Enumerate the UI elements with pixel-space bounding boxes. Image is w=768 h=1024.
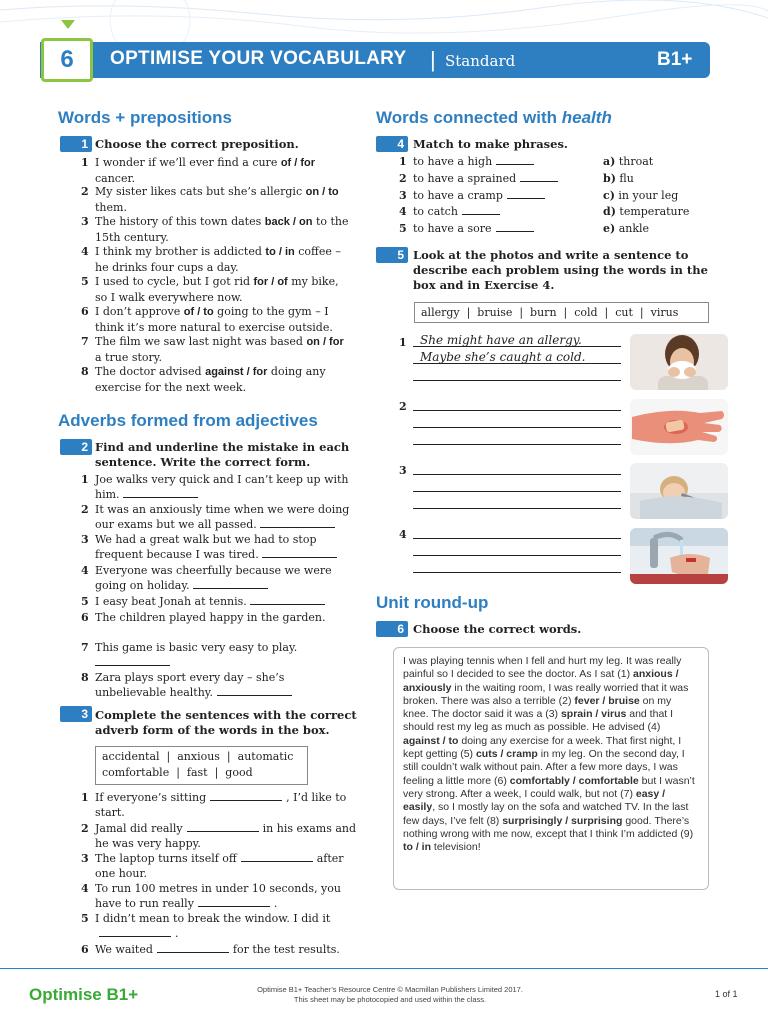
item-number: 8	[81, 671, 89, 684]
story-text: doing any exercise for a week. That first night, I kept getting	[403, 734, 682, 761]
list-item	[81, 610, 355, 625]
story-text: (6)	[494, 774, 510, 787]
item-number: 3	[399, 188, 407, 202]
item-text-before: I used to cycle, but I got rid	[95, 275, 254, 288]
footer-copyright-line-2: This sheet may be photocopied and used within the class.	[293, 995, 487, 1004]
footer-copyright	[220, 985, 560, 1005]
writing-line	[413, 427, 621, 428]
match-option	[603, 171, 713, 186]
story-text: but I wasn’t very strong. After a week, I could walk, but not	[403, 774, 695, 800]
item-text-before: I didn’t mean to break the window. I did it	[95, 912, 331, 925]
item-number: 1	[399, 155, 407, 168]
item-number: 3	[81, 533, 89, 546]
item-text-after: going to the gym – I think it’s more natural to exercise outside.	[95, 305, 333, 334]
answer-blank	[187, 821, 259, 832]
example-answer-line-1: She might have an allergy.	[420, 333, 582, 347]
item-number: 4	[81, 882, 89, 895]
story-option: surprisingly / surprising	[502, 814, 623, 827]
photo-burned-hand	[630, 399, 728, 455]
exercise-number-2: 2	[60, 439, 92, 455]
item-text-before: Jamal did really	[95, 822, 183, 835]
answer-blank	[520, 171, 558, 182]
page-title: OPTIMISE YOUR VOCABULARY	[110, 48, 407, 69]
item-text-before: The film we saw last night was based	[95, 335, 307, 348]
match-option	[603, 221, 713, 236]
title-separator: |	[430, 47, 436, 72]
example-answer-line-2: Maybe she’s caught a cold.	[420, 350, 586, 364]
answer-blank	[507, 188, 545, 199]
page-number: 1 of 1	[715, 989, 738, 999]
item-options: to / in	[265, 246, 295, 258]
writing-line	[413, 444, 621, 445]
list-item	[81, 532, 355, 562]
item-text-before: The doctor advised	[95, 365, 206, 378]
story-option: fever / bruise	[574, 694, 640, 707]
writing-line	[413, 555, 621, 556]
item-options: for / of	[253, 276, 288, 288]
story-text: (2)	[558, 694, 575, 707]
list-item	[81, 364, 353, 395]
item-number: 5	[81, 912, 89, 925]
item-number: 6	[81, 943, 89, 956]
answer-blank	[210, 790, 282, 801]
item-number: 5	[81, 595, 89, 608]
story-text: television!	[431, 841, 481, 854]
match-letter: b)	[603, 171, 616, 185]
list-item	[81, 594, 355, 609]
item-text-before: If everyone’s sitting	[95, 791, 207, 804]
writing-line	[413, 410, 621, 411]
item-number: 2	[81, 822, 89, 835]
item-text-after: , I’d like to start.	[95, 791, 347, 819]
writing-line	[413, 491, 621, 492]
answer-blank	[462, 204, 500, 215]
item-number: 1	[81, 156, 89, 169]
item-text: to catch	[413, 205, 458, 219]
photo-cut-hand-tap	[630, 528, 728, 584]
item-number: 7	[81, 335, 89, 348]
item-text-after: cancer.	[95, 172, 136, 185]
item-text-after: my bike, so I walk everywhere now.	[95, 275, 339, 304]
item-text: to have a sore	[413, 222, 492, 236]
story-text: (4)	[647, 721, 661, 734]
answer-blank	[123, 487, 198, 498]
item-options: on / for	[306, 336, 344, 348]
item-number: 7	[81, 641, 89, 654]
footer-copyright-line-1: Optimise B1+ Teacher’s Resource Centre © Macmillan Publishers Limited 2017.	[257, 985, 523, 994]
story-text: (1)	[617, 668, 633, 681]
story-option: cuts / cramp	[475, 748, 538, 761]
match-option	[603, 154, 713, 169]
answer-blank	[95, 655, 170, 666]
list-item	[81, 670, 355, 700]
exercise-1-instruction: Choose the correct preposition.	[95, 137, 299, 151]
item-text-before: I wonder if we’ll ever find a cure	[95, 156, 281, 169]
story-text: and that I should rest my leg as much as possible. He advised	[403, 708, 674, 734]
list-item	[81, 942, 357, 957]
section-heading-round-up: Unit round-up	[376, 593, 489, 612]
section-heading-health	[376, 108, 612, 128]
answer-blank	[262, 547, 337, 558]
exercise-4-instruction: Match to make phrases.	[413, 137, 568, 151]
story-text: good. There’s nothing wrong with me now, except that I think I’m addicted	[403, 814, 690, 840]
answer-blank	[99, 926, 171, 937]
exercise-2-instruction: Find and underline the mistake in each sentence. Write the correct form.	[95, 440, 350, 469]
answer-blank	[193, 578, 268, 589]
match-text: flu	[619, 171, 634, 185]
story-text: , so I mostly lay on the sofa and watched TV. In the last few days, I’ve felt	[403, 801, 689, 827]
writing-line	[413, 380, 621, 381]
story-option: anxious / anxiously	[403, 668, 679, 694]
item-number: 5	[81, 275, 89, 288]
item-text-before: I don’t approve	[95, 305, 184, 318]
item-text-before: We waited	[95, 943, 153, 956]
item-number: 4	[81, 564, 89, 577]
answer-blank	[241, 851, 313, 862]
list-item	[399, 204, 563, 219]
exercise-number-1: 1	[60, 136, 92, 152]
item-number: 3	[81, 215, 89, 228]
story-text: (5)	[460, 748, 476, 761]
list-item	[81, 821, 357, 851]
section-heading-prepositions: Words + prepositions	[58, 108, 232, 127]
level-badge: B1+	[657, 49, 693, 70]
list-item	[81, 184, 353, 215]
unit-number-box	[41, 38, 93, 82]
exercise-6-instruction: Choose the correct words.	[413, 622, 582, 636]
story-text: (7)	[620, 787, 636, 800]
unit-number: 6	[60, 46, 74, 73]
list-item	[81, 502, 355, 532]
item-text-after: .	[273, 897, 278, 910]
story-option: to / in	[403, 841, 431, 854]
story-text: in my leg. On the second day, I still couldn’t walk without pain. After a few more days, I was feeling a little more	[403, 748, 685, 787]
item-text: to have a high	[413, 155, 493, 168]
story-text: on my knee. The doctor said it was a	[403, 694, 672, 721]
exercise-5-word-box: allergy | bruise | burn | cold | cut | virus	[414, 302, 709, 323]
story-text: (8)	[486, 814, 503, 827]
heading-health-text: Words connected with	[376, 108, 562, 127]
writing-line	[413, 474, 621, 475]
match-letter: c)	[603, 188, 615, 202]
list-item	[399, 154, 563, 169]
item-options: against / for	[205, 366, 268, 378]
list-item	[81, 851, 357, 881]
item-options: of / to	[183, 306, 214, 318]
item-number: 4	[399, 528, 407, 541]
footer-divider	[0, 968, 768, 969]
item-number: 1	[399, 336, 407, 349]
story-text: (3)	[545, 708, 561, 721]
match-text: in your leg	[618, 188, 679, 202]
item-text-after: in his exams and he was very happy.	[95, 822, 357, 850]
exercise-3-instruction: Complete the sentences with the correct adverb form of the words in the box.	[95, 708, 357, 737]
item-number: 6	[81, 611, 89, 624]
exercise-number-4: 4	[376, 136, 408, 152]
answer-blank	[217, 685, 292, 696]
item-text-before: To run 100 metres in under 10 seconds, you have to run really	[95, 882, 341, 910]
item-text-after: after one hour.	[95, 852, 344, 880]
item-number: 3	[399, 464, 407, 477]
story-option: against / to	[403, 734, 459, 747]
list-item	[399, 188, 563, 203]
answer-blank	[496, 221, 534, 232]
item-text-before: The laptop turns itself off	[95, 852, 237, 865]
item-text-after: for the test results.	[232, 943, 340, 956]
list-item	[399, 221, 563, 236]
list-item	[399, 171, 563, 186]
item-text: to have a sprained	[413, 171, 517, 185]
item-text: I easy beat Jonah at tennis.	[95, 595, 247, 608]
item-text: Zara plays sport every day – she’s unbelievable healthy.	[95, 671, 285, 699]
answer-blank	[496, 154, 534, 165]
list-item	[81, 214, 353, 245]
item-text-before: I think my brother is addicted	[95, 245, 266, 258]
section-heading-adverbs: Adverbs formed from adjectives	[58, 411, 318, 430]
list-item	[81, 881, 357, 911]
item-text-after: doing any exercise for the next week.	[95, 365, 326, 394]
match-text: throat	[618, 155, 654, 168]
item-number: 2	[399, 171, 407, 185]
match-text: temperature	[619, 205, 690, 219]
item-number: 1	[81, 791, 89, 804]
item-number: 4	[81, 245, 89, 258]
item-number: 3	[81, 852, 89, 865]
word-box-line-1: accidental | anxious | automatic	[102, 750, 294, 763]
marker-triangle-icon	[61, 20, 75, 29]
story-text-box	[393, 647, 709, 890]
writing-line	[413, 508, 621, 509]
story-text: (9)	[680, 827, 694, 840]
item-number: 2	[81, 503, 89, 516]
list-item	[81, 155, 353, 186]
item-text: Joe walks very quick and I can’t keep up with him.	[95, 473, 349, 501]
exercise-3-word-box	[95, 746, 308, 785]
item-number: 5	[399, 222, 407, 236]
item-options: of / for	[280, 157, 316, 169]
answer-blank	[250, 594, 325, 605]
match-letter: e)	[603, 222, 616, 236]
list-item	[81, 472, 355, 502]
item-text-after: them.	[95, 201, 127, 214]
exercise-number-6: 6	[376, 621, 408, 637]
list-item	[81, 244, 353, 275]
match-letter: a)	[603, 155, 616, 168]
item-text-before: My sister likes cats but she’s allergic	[95, 185, 306, 198]
item-text: This game is basic very easy to play.	[95, 641, 298, 654]
item-text: The children played happy in the garden.	[95, 611, 326, 624]
match-option	[603, 188, 713, 203]
answer-blank	[198, 896, 270, 907]
item-number: 1	[81, 473, 89, 486]
item-text-after: a true story.	[95, 351, 163, 364]
item-text-after: to the 15th century.	[95, 215, 349, 244]
answer-blank	[157, 942, 229, 953]
story-option: easy / easily	[403, 787, 666, 814]
item-options: back / on	[264, 216, 313, 228]
list-item	[81, 334, 353, 365]
list-item	[81, 911, 357, 941]
story-text: I was playing tennis when I fell and hurt my leg. It was really painful so I decided to see the doctor. As I sat	[403, 655, 682, 681]
match-letter: d)	[603, 205, 616, 219]
item-text-before: The history of this town dates	[95, 215, 265, 228]
heading-health-em: health	[561, 108, 612, 127]
list-item	[81, 563, 355, 593]
story-option: sprain / virus	[560, 708, 627, 721]
writing-line	[413, 572, 621, 573]
list-item	[81, 274, 353, 305]
match-option	[603, 204, 713, 219]
exercise-number-3: 3	[60, 706, 92, 722]
item-options: on / to	[305, 186, 339, 198]
photo-sick-child	[630, 463, 728, 519]
word-box-line-2: comfortable | fast | good	[102, 766, 253, 779]
item-number: 4	[399, 205, 407, 219]
page-subtitle: Standard	[445, 52, 516, 70]
item-text: Everyone was cheerfully because we were going on holiday.	[95, 564, 332, 592]
exercise-number-5: 5	[376, 247, 408, 263]
story-text: in the waiting room, I was really worried that it was broken. There was also a terrible	[403, 681, 689, 707]
item-number: 8	[81, 365, 89, 378]
photo-sneezing-woman	[630, 334, 728, 390]
item-text: to have a cramp	[413, 188, 503, 202]
item-number: 6	[81, 305, 89, 318]
story-option: comfortably / comfortable	[509, 774, 639, 787]
list-item	[81, 304, 353, 335]
answer-blank	[260, 517, 335, 528]
list-item	[81, 640, 355, 670]
writing-line	[413, 538, 621, 539]
item-text-after: coffee – he drinks four cups a day.	[95, 245, 341, 274]
item-number: 2	[81, 185, 89, 198]
exercise-5-instruction: Look at the photos and write a sentence to describe each problem using the words in the box and in Exercise 4.	[413, 248, 708, 292]
footer-brand: Optimise B1+	[29, 985, 139, 1004]
item-number: 2	[399, 400, 407, 413]
item-text: We had a great walk but we had to stop frequent because I was tired.	[95, 533, 317, 561]
header-decoration	[0, 0, 768, 42]
item-text-after: .	[175, 927, 179, 940]
item-text: It was an anxiously time when we were doing our exams but we all passed.	[95, 503, 350, 531]
list-item	[81, 790, 357, 820]
match-text: ankle	[618, 222, 650, 236]
